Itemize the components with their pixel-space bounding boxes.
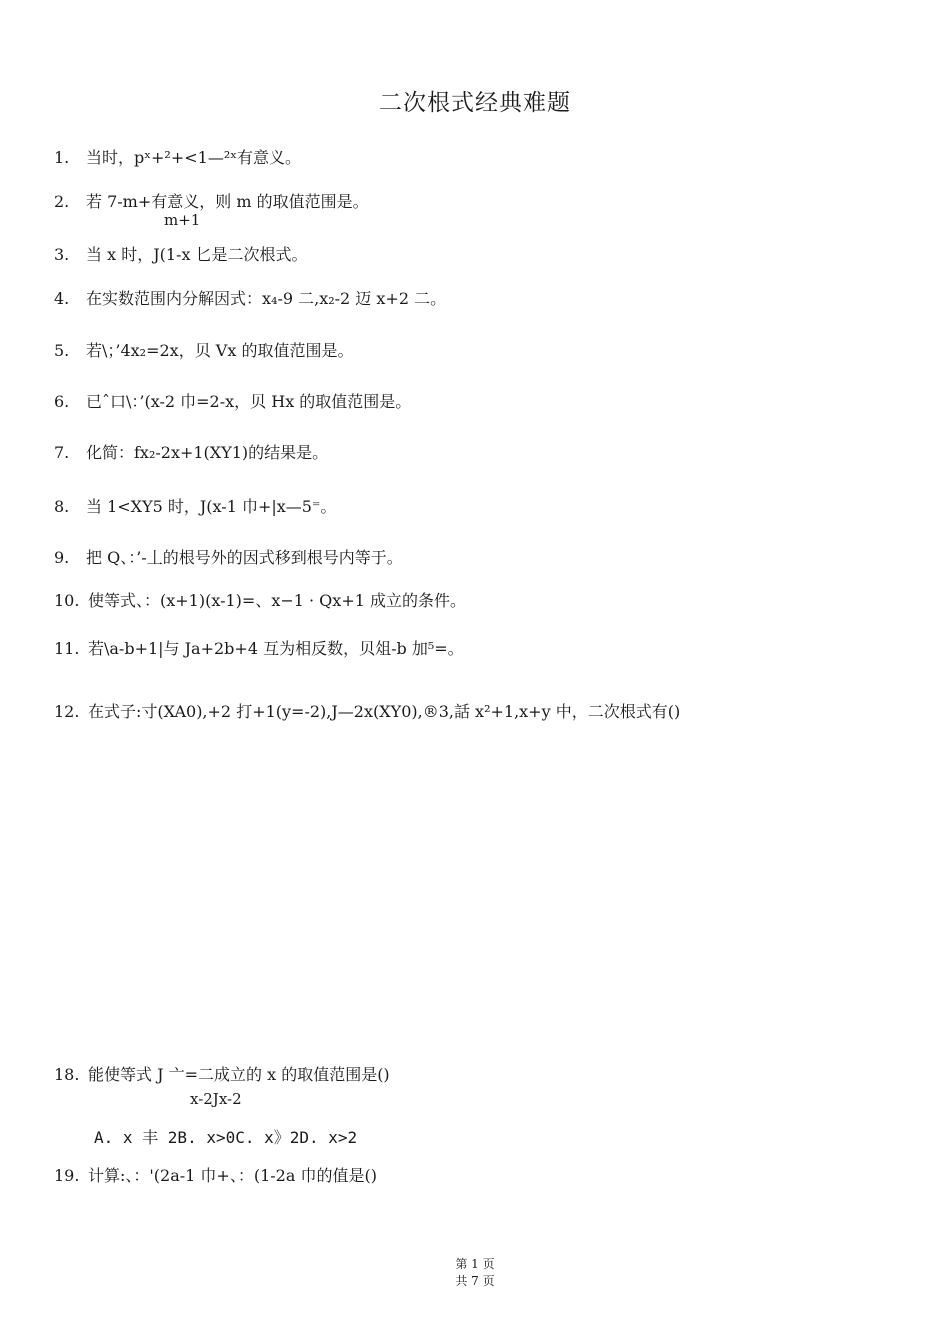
question-number: 19.	[54, 1166, 80, 1185]
question-number: 7.	[54, 443, 70, 462]
question-text: 当 1<XY5 时，J(x-1 巾+|x—5⁼。	[86, 497, 337, 516]
question-text: 计算:、：'(2a-1 巾+、：(1-2a 巾的值是()	[88, 1166, 377, 1185]
question-number: 11.	[54, 639, 80, 658]
question-number: 3.	[54, 245, 70, 264]
question-number: 1.	[54, 148, 70, 167]
question-number: 18.	[54, 1065, 80, 1084]
question-number: 2.	[54, 192, 70, 211]
question-5	[54, 341, 353, 361]
question-text: 在实数范围内分解因式：x₄-9 二,x₂-2 迈 x+2 二。	[86, 289, 447, 308]
page-footer-total: 共 7 页	[455, 1274, 495, 1288]
question-text: 化简：fx₂-2x+1(XY1)的结果是。	[86, 443, 329, 462]
page-footer-current: 第 1 页	[455, 1257, 495, 1271]
page-title: 二次根式经典难题	[379, 90, 571, 116]
question-number: 12.	[54, 702, 80, 721]
question-number: 9.	[54, 548, 70, 567]
question-11	[54, 639, 464, 659]
question-number: 6.	[54, 392, 70, 411]
question-text: 把 Q、：’-丄的根号外的因式移到根号内等于。	[86, 548, 403, 567]
question-text: 若\；’4x₂=2x，贝 Vx 的取值范围是。	[86, 341, 354, 360]
question-7	[54, 443, 328, 463]
question-text: 当时，pˣ+²+<1—²ˣ有意义。	[86, 148, 302, 167]
question-4	[54, 289, 446, 309]
question-text: 在式子:寸(XA0),+2 打+1(y=-2),J—2x(XY0),®3,話 x²+1,x+y 中，二次根式有()	[88, 702, 681, 721]
question-text: 若 7-m+有意义，则 m 的取值范围是。	[86, 192, 369, 211]
question-9	[54, 548, 403, 568]
question-text: 当 x 时，J(1-x 匕是二次根式。	[86, 245, 308, 264]
question-number: 8.	[54, 497, 70, 516]
question-12	[54, 702, 680, 722]
question-text: 若\a-b+1|与 Ja+2b+4 互为相反数，贝俎-b 加⁵=。	[88, 639, 464, 658]
question-text: 能使等式 J 亠=二成立的 x 的取值范围是()	[88, 1065, 390, 1084]
question-8	[54, 497, 336, 517]
question-number: 5.	[54, 341, 70, 360]
question-18-options: A. x 丰 2B. x>0C. x》2D. x>2	[94, 1128, 358, 1147]
question-1	[54, 148, 301, 168]
question-18-denominator: x-2Jx-2	[190, 1090, 242, 1108]
question-2-denominator: m+1	[164, 211, 201, 229]
question-number: 4.	[54, 289, 70, 308]
question-text: 已ˆ口\：’(x-2 巾=2-x，贝 Hx 的取值范围是。	[86, 392, 412, 411]
question-text: 使等式、：(x+1)(x-1)=、x−1 · Qx+1 成立的条件。	[88, 591, 466, 610]
question-number: 10.	[54, 591, 80, 610]
question-18	[54, 1065, 390, 1085]
question-3	[54, 245, 308, 265]
question-6	[54, 392, 411, 412]
question-2	[54, 192, 369, 212]
question-10	[54, 591, 466, 611]
question-19	[54, 1166, 377, 1186]
